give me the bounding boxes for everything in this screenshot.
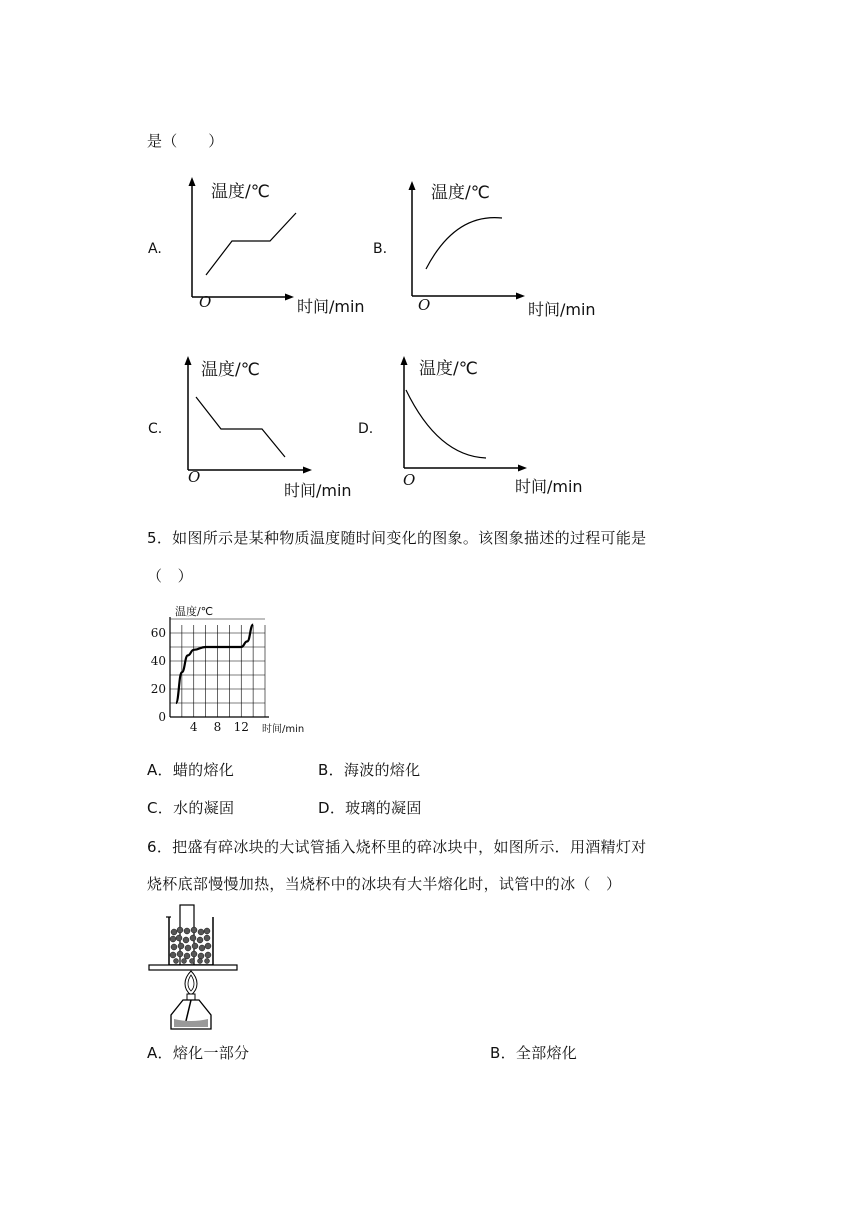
lamp-wick-holder: [187, 994, 195, 1000]
q6-stem-line2: 烧杯底部慢慢加热，当烧杯中的冰块有大半熔化时，试管中的冰（ ）: [147, 875, 622, 893]
q4-graph-a: [185, 175, 388, 325]
q5-stem-line2: （ ）: [147, 567, 193, 585]
q5-stem-line1: 5．如图所示是某种物质温度随时间变化的图象。该图象描述的过程可能是: [147, 529, 647, 547]
y-tick-label: 40: [150, 654, 166, 668]
q5-option-b: B．海波的熔化: [318, 761, 421, 779]
q5-temperature-chart: [148, 603, 328, 738]
q5-option-a: A．蜡的熔化: [147, 761, 235, 779]
q5-chart-ylabel: 温度/℃: [175, 605, 214, 618]
q6-option-b: B．全部熔化: [490, 1044, 578, 1062]
q6-option-a: A．熔化一部分: [147, 1044, 250, 1062]
x-tick-label: 4: [189, 720, 198, 734]
q4-graph-c-origin: O: [188, 468, 201, 486]
x-tick-label: 12: [233, 720, 249, 734]
q5-option-c: C．水的凝固: [147, 799, 235, 817]
q6-stem-line1: 6．把盛有碎冰块的大试管插入烧杯里的碎冰块中，如图所示．用酒精灯对: [147, 838, 647, 856]
y-tick-label: 0: [158, 710, 166, 724]
q4-graph-c: [180, 354, 380, 504]
q4-option-a-letter: A.: [148, 241, 162, 257]
q4-option-c-letter: C.: [148, 421, 163, 437]
q4-graph-d-origin: O: [403, 471, 416, 489]
q4-graph-d-xlabel: 时间/min: [515, 477, 583, 496]
q4-graph-b: [405, 178, 625, 328]
q4-option-b-letter: B.: [373, 241, 388, 257]
q5-option-d: D．玻璃的凝固: [318, 799, 422, 817]
q4-graph-c-xlabel: 时间/min: [284, 481, 352, 500]
q4-graph-a-ylabel: 温度/℃: [211, 182, 270, 202]
q4-graph-b-ylabel: 温度/℃: [431, 183, 490, 203]
q4-option-d-letter: D.: [358, 421, 374, 437]
q4-graph-a-xlabel: 时间/min: [297, 297, 365, 316]
q4-graph-d-ylabel: 温度/℃: [419, 359, 478, 379]
q4-graph-d: [398, 354, 618, 504]
q6-apparatus-illustration: [147, 905, 247, 1035]
q4-graph-c-ylabel: 温度/℃: [201, 360, 260, 380]
q4-graph-a-origin: O: [199, 293, 212, 311]
q4-stem-tail: 是（ ）: [147, 132, 224, 150]
stand-plate: [149, 965, 237, 970]
y-tick-label: 60: [150, 626, 166, 640]
q4-graph-b-xlabel: 时间/min: [528, 300, 596, 319]
y-tick-label: 20: [150, 682, 166, 696]
q5-chart-xlabel: 时间/min: [262, 724, 305, 735]
q4-graph-b-origin: O: [418, 296, 431, 314]
x-tick-label: 8: [213, 720, 222, 734]
